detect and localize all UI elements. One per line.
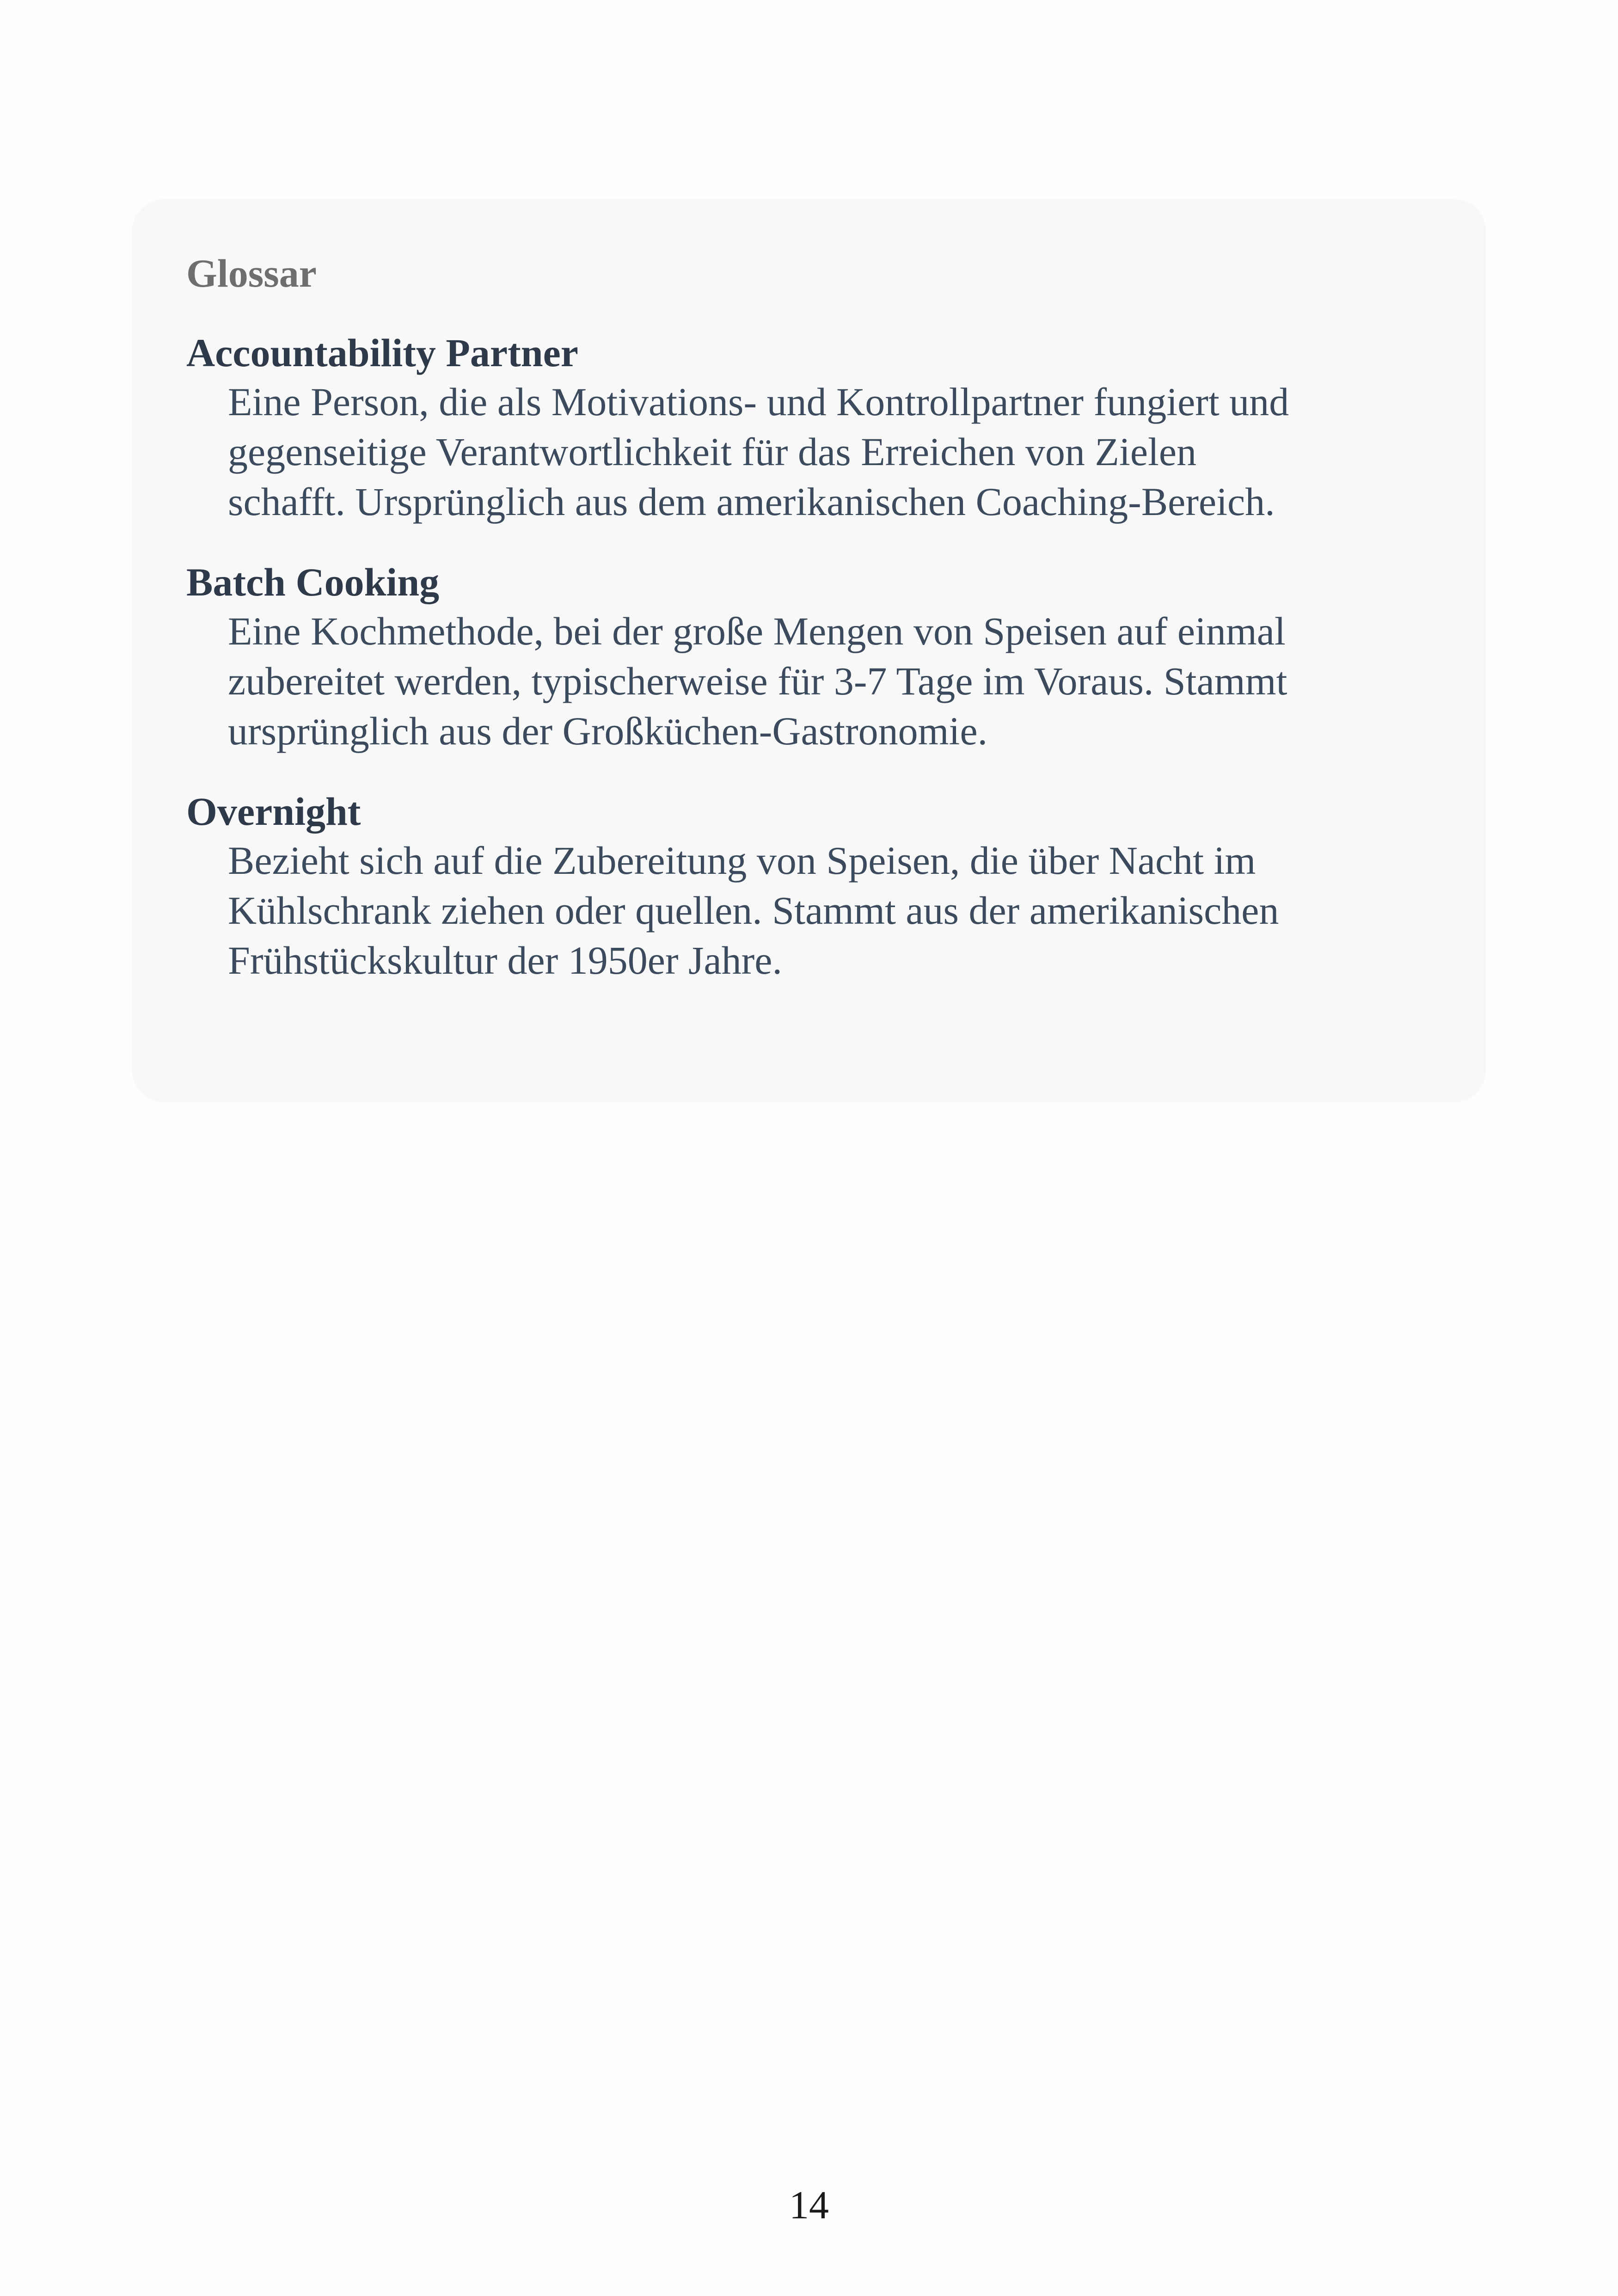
glossary-entry-overnight [186, 787, 1486, 985]
glossary-box [132, 199, 1486, 1103]
glossary-entry-accountability-partner [186, 329, 1486, 527]
glossary-definition: Bezieht sich auf die Zubereitung von Speisen, die über Nacht im Kühlschrank ziehen oder quellen. Stammt aus der amerikanischen Frühstückskultur der 1950er Jahre. [228, 838, 1279, 983]
glossary-title: Glossar [186, 251, 317, 295]
glossary-list [186, 329, 1486, 985]
glossary-definition: Eine Kochmethode, bei der große Mengen von Speisen auf einmal zubereitet werden, typischerweise für 3-7 Tage im Voraus. Stammt ursprünglich aus der Großküchen-Gastronomie. [228, 609, 1287, 754]
page-number: 14 [789, 2183, 829, 2227]
glossary-definition: Eine Person, die als Motivations- und Kontrollpartner fungiert und gegenseitige Verantwortlichkeit für das Erreichen von Zielen schafft. Ursprünglich aus dem amerikanischen Coaching-Bereich. [228, 380, 1289, 524]
glossary-term: Batch Cooking [186, 560, 440, 605]
glossary-entry-batch-cooking [186, 558, 1486, 756]
glossary-term: Accountability Partner [186, 331, 578, 375]
glossary-term: Overnight [186, 789, 361, 834]
